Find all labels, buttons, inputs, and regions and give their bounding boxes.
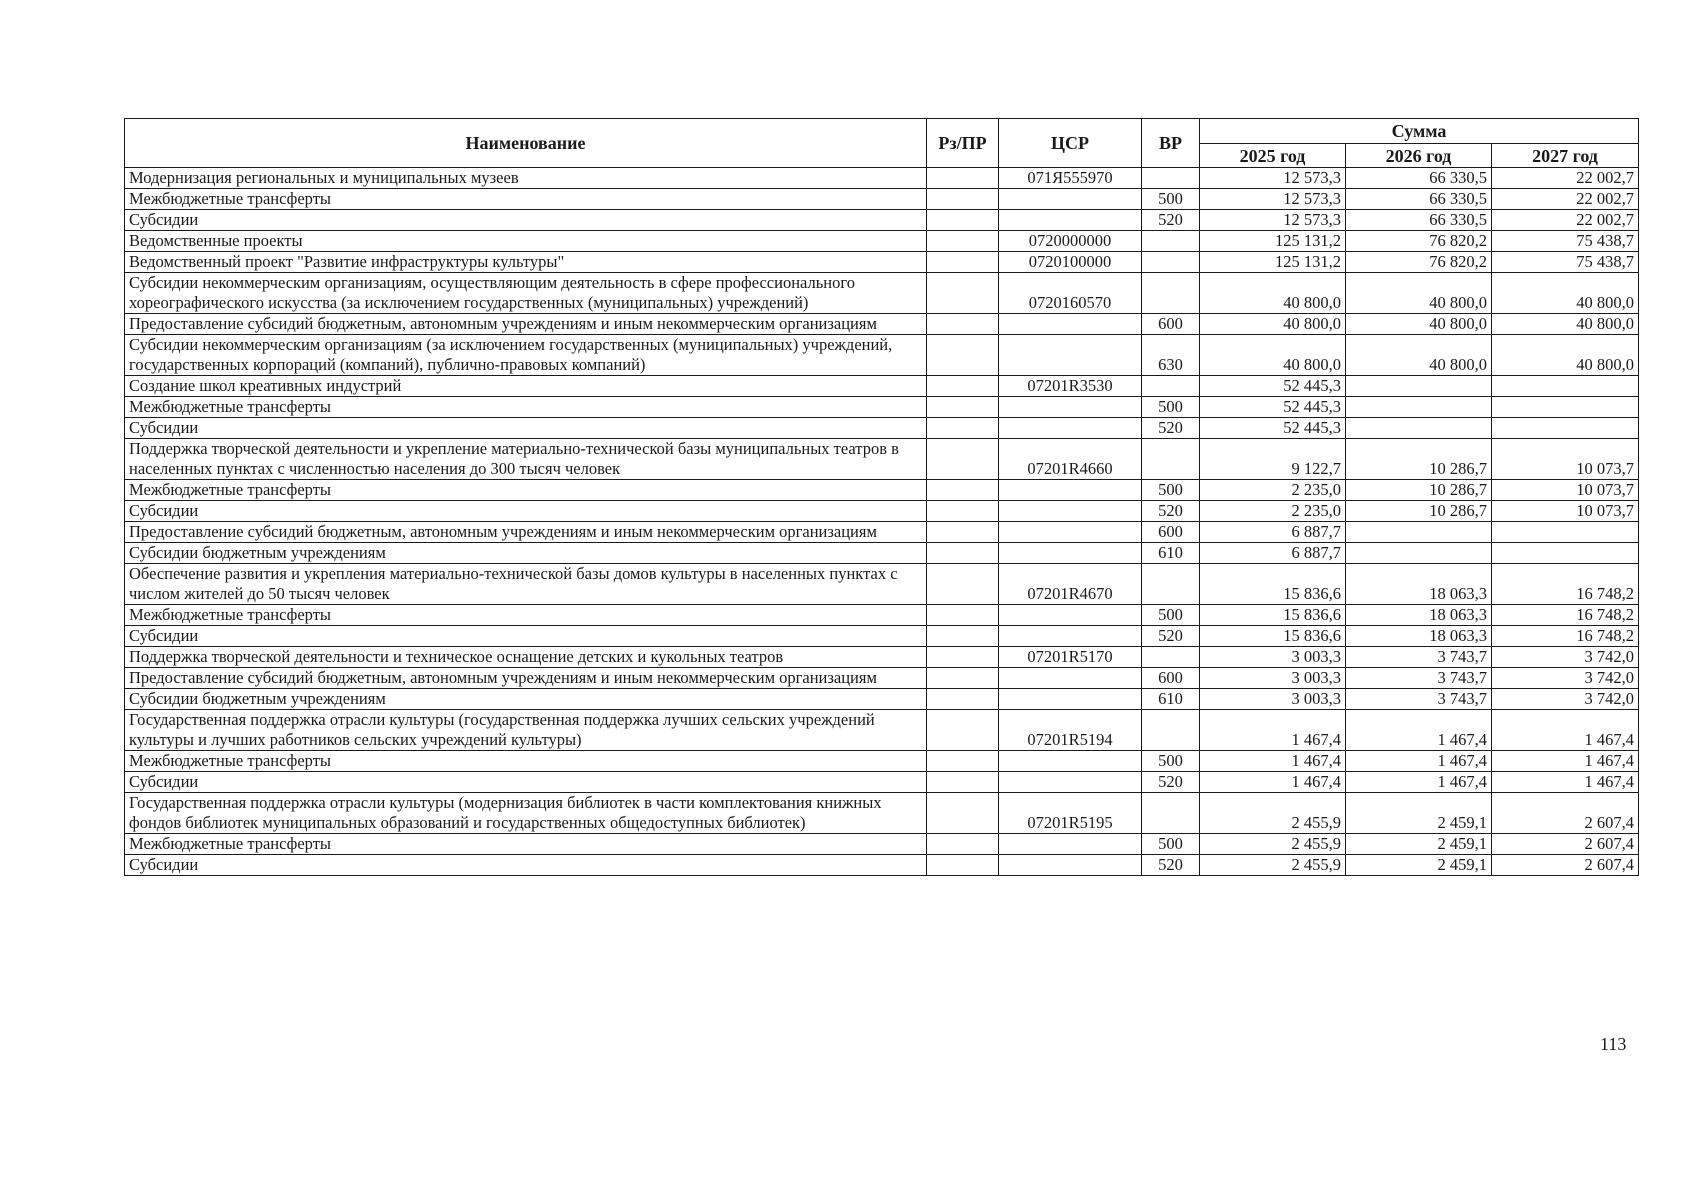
cell-csr [999, 626, 1142, 647]
cell-sum-2025: 3 003,3 [1200, 668, 1346, 689]
cell-vr: 600 [1142, 314, 1200, 335]
page-number: 113 [1600, 1034, 1627, 1054]
cell-sum-2027: 2 607,4 [1492, 793, 1639, 834]
cell-sum-2027: 3 742,0 [1492, 689, 1639, 710]
cell-sum-2026: 66 330,5 [1346, 189, 1492, 210]
cell-sum-2027: 1 467,4 [1492, 710, 1639, 751]
table-row [125, 231, 1639, 252]
cell-vr: 610 [1142, 543, 1200, 564]
cell-sum-2026: 10 286,7 [1346, 439, 1492, 480]
cell-sum-2027: 3 742,0 [1492, 647, 1639, 668]
cell-sum-2026 [1346, 418, 1492, 439]
cell-sum-2025: 125 131,2 [1200, 231, 1346, 252]
cell-name: Субсидии бюджетным учреждениям [125, 543, 927, 564]
cell-csr [999, 543, 1142, 564]
cell-name: Обеспечение развития и укрепления материально-технической базы домов культуры в населенных пунктах с числом жителей до 50 тысяч человек [125, 564, 927, 605]
cell-vr: 500 [1142, 480, 1200, 501]
cell-rzpr [927, 189, 999, 210]
cell-vr: 600 [1142, 522, 1200, 543]
cell-name: Межбюджетные трансферты [125, 751, 927, 772]
table-row [125, 605, 1639, 626]
cell-sum-2027: 40 800,0 [1492, 335, 1639, 376]
cell-sum-2027: 16 748,2 [1492, 605, 1639, 626]
cell-vr [1142, 168, 1200, 189]
cell-sum-2025: 15 836,6 [1200, 626, 1346, 647]
cell-vr [1142, 376, 1200, 397]
cell-sum-2025: 2 455,9 [1200, 855, 1346, 876]
cell-rzpr [927, 397, 999, 418]
cell-csr [999, 480, 1142, 501]
cell-vr [1142, 231, 1200, 252]
cell-rzpr [927, 605, 999, 626]
cell-sum-2026: 66 330,5 [1346, 168, 1492, 189]
cell-rzpr [927, 522, 999, 543]
cell-vr: 520 [1142, 418, 1200, 439]
cell-sum-2025: 2 455,9 [1200, 834, 1346, 855]
cell-vr: 520 [1142, 855, 1200, 876]
cell-sum-2026: 2 459,1 [1346, 793, 1492, 834]
cell-sum-2025: 52 445,3 [1200, 376, 1346, 397]
table-row [125, 668, 1639, 689]
cell-csr [999, 210, 1142, 231]
cell-name: Предоставление субсидий бюджетным, автономным учреждениям и иным некоммерческим организациям [125, 668, 927, 689]
cell-csr: 07201R5170 [999, 647, 1142, 668]
table-row [125, 252, 1639, 273]
cell-csr: 07201R3530 [999, 376, 1142, 397]
cell-vr: 520 [1142, 501, 1200, 522]
cell-sum-2026: 10 286,7 [1346, 480, 1492, 501]
cell-sum-2027: 75 438,7 [1492, 231, 1639, 252]
cell-vr [1142, 710, 1200, 751]
cell-rzpr [927, 543, 999, 564]
cell-csr [999, 335, 1142, 376]
cell-name: Межбюджетные трансферты [125, 480, 927, 501]
cell-vr [1142, 564, 1200, 605]
cell-name: Субсидии бюджетным учреждениям [125, 689, 927, 710]
header-sum: Сумма [1200, 119, 1639, 144]
table-row [125, 168, 1639, 189]
cell-rzpr [927, 376, 999, 397]
cell-sum-2027: 1 467,4 [1492, 772, 1639, 793]
cell-vr: 600 [1142, 668, 1200, 689]
cell-name: Субсидии [125, 418, 927, 439]
cell-csr: 07201R4670 [999, 564, 1142, 605]
table-row [125, 855, 1639, 876]
cell-vr [1142, 273, 1200, 314]
cell-sum-2027: 2 607,4 [1492, 855, 1639, 876]
cell-sum-2027 [1492, 397, 1639, 418]
cell-sum-2027: 1 467,4 [1492, 751, 1639, 772]
cell-sum-2026: 1 467,4 [1346, 772, 1492, 793]
cell-sum-2025: 3 003,3 [1200, 647, 1346, 668]
cell-sum-2027 [1492, 418, 1639, 439]
cell-rzpr [927, 689, 999, 710]
cell-sum-2026: 3 743,7 [1346, 647, 1492, 668]
cell-csr: 07201R5195 [999, 793, 1142, 834]
cell-name: Поддержка творческой деятельности и техническое оснащение детских и кукольных театров [125, 647, 927, 668]
cell-sum-2025: 12 573,3 [1200, 168, 1346, 189]
header-rzpr: Рз/ПР [927, 119, 999, 168]
table-row [125, 501, 1639, 522]
header-year-2026: 2026 год [1346, 144, 1492, 168]
cell-csr: 0720000000 [999, 231, 1142, 252]
table-row [125, 273, 1639, 314]
table-row [125, 189, 1639, 210]
cell-sum-2026: 18 063,3 [1346, 564, 1492, 605]
header-name: Наименование [125, 119, 927, 168]
cell-csr [999, 689, 1142, 710]
cell-sum-2025: 40 800,0 [1200, 314, 1346, 335]
table-row [125, 751, 1639, 772]
cell-sum-2025: 12 573,3 [1200, 210, 1346, 231]
cell-name: Субсидии некоммерческим организациям, осуществляющим деятельность в сфере профессионального хореографического искусства (за исключением государственных (муниципальных) учреждений) [125, 273, 927, 314]
table-row [125, 543, 1639, 564]
cell-vr: 500 [1142, 397, 1200, 418]
cell-sum-2027: 22 002,7 [1492, 168, 1639, 189]
table-header [125, 119, 1639, 168]
cell-rzpr [927, 273, 999, 314]
table-row [125, 480, 1639, 501]
cell-sum-2025: 3 003,3 [1200, 689, 1346, 710]
table-row [125, 564, 1639, 605]
cell-name: Межбюджетные трансферты [125, 189, 927, 210]
table-row [125, 793, 1639, 834]
cell-csr [999, 397, 1142, 418]
cell-sum-2025: 2 235,0 [1200, 501, 1346, 522]
cell-csr: 07201R4660 [999, 439, 1142, 480]
table-row [125, 689, 1639, 710]
table-row [125, 210, 1639, 231]
cell-sum-2027: 22 002,7 [1492, 189, 1639, 210]
cell-name: Предоставление субсидий бюджетным, автономным учреждениям и иным некоммерческим организациям [125, 314, 927, 335]
cell-rzpr [927, 834, 999, 855]
cell-rzpr [927, 647, 999, 668]
cell-sum-2026: 18 063,3 [1346, 605, 1492, 626]
table-row [125, 439, 1639, 480]
cell-csr [999, 522, 1142, 543]
cell-sum-2026: 40 800,0 [1346, 335, 1492, 376]
header-vr: ВР [1142, 119, 1200, 168]
cell-rzpr [927, 480, 999, 501]
cell-sum-2026: 40 800,0 [1346, 273, 1492, 314]
cell-name: Субсидии [125, 210, 927, 231]
cell-name: Субсидии [125, 772, 927, 793]
cell-sum-2025: 40 800,0 [1200, 335, 1346, 376]
cell-vr: 500 [1142, 605, 1200, 626]
cell-name: Поддержка творческой деятельности и укрепление материально-технической базы муниципальных театров в населенных пунктах с численностью населения до 300 тысяч человек [125, 439, 927, 480]
header-year-2025: 2025 год [1200, 144, 1346, 168]
cell-csr [999, 418, 1142, 439]
table-body [125, 168, 1639, 876]
cell-sum-2027: 40 800,0 [1492, 273, 1639, 314]
cell-vr [1142, 252, 1200, 273]
cell-csr [999, 751, 1142, 772]
cell-sum-2027: 2 607,4 [1492, 834, 1639, 855]
cell-rzpr [927, 439, 999, 480]
cell-sum-2027: 16 748,2 [1492, 626, 1639, 647]
cell-csr [999, 501, 1142, 522]
cell-vr: 520 [1142, 210, 1200, 231]
cell-rzpr [927, 252, 999, 273]
cell-name: Субсидии некоммерческим организациям (за исключением государственных (муниципальных) учреждений, государственных корпораций (компаний), публично-правовых компаний) [125, 335, 927, 376]
cell-name: Субсидии [125, 626, 927, 647]
cell-csr [999, 855, 1142, 876]
cell-rzpr [927, 231, 999, 252]
cell-rzpr [927, 710, 999, 751]
cell-rzpr [927, 772, 999, 793]
cell-name: Создание школ креативных индустрий [125, 376, 927, 397]
cell-vr: 500 [1142, 751, 1200, 772]
table-row [125, 710, 1639, 751]
cell-name: Государственная поддержка отрасли культуры (модернизация библиотек в части комплектования книжных фондов библиотек муниципальных образований и государственных общедоступных библиотек) [125, 793, 927, 834]
cell-sum-2026: 76 820,2 [1346, 252, 1492, 273]
cell-sum-2026: 10 286,7 [1346, 501, 1492, 522]
table-row [125, 834, 1639, 855]
cell-name: Субсидии [125, 855, 927, 876]
cell-sum-2025: 12 573,3 [1200, 189, 1346, 210]
cell-sum-2026: 76 820,2 [1346, 231, 1492, 252]
table-row [125, 314, 1639, 335]
cell-name: Межбюджетные трансферты [125, 605, 927, 626]
cell-rzpr [927, 751, 999, 772]
cell-sum-2025: 125 131,2 [1200, 252, 1346, 273]
cell-name: Модернизация региональных и муниципальных музеев [125, 168, 927, 189]
table-row [125, 647, 1639, 668]
cell-sum-2026 [1346, 376, 1492, 397]
cell-sum-2026: 40 800,0 [1346, 314, 1492, 335]
budget-table [124, 118, 1639, 876]
table-row [125, 397, 1639, 418]
cell-sum-2027: 10 073,7 [1492, 439, 1639, 480]
header-csr: ЦСР [999, 119, 1142, 168]
cell-rzpr [927, 501, 999, 522]
cell-sum-2025: 40 800,0 [1200, 273, 1346, 314]
cell-vr: 500 [1142, 834, 1200, 855]
cell-rzpr [927, 210, 999, 231]
cell-sum-2026: 1 467,4 [1346, 710, 1492, 751]
table-row [125, 335, 1639, 376]
cell-sum-2026 [1346, 543, 1492, 564]
cell-sum-2025: 6 887,7 [1200, 543, 1346, 564]
cell-csr [999, 772, 1142, 793]
cell-name: Ведомственный проект "Развитие инфраструктуры культуры" [125, 252, 927, 273]
cell-sum-2027: 10 073,7 [1492, 480, 1639, 501]
table-row [125, 772, 1639, 793]
cell-rzpr [927, 418, 999, 439]
cell-name: Межбюджетные трансферты [125, 397, 927, 418]
cell-rzpr [927, 168, 999, 189]
cell-vr: 500 [1142, 189, 1200, 210]
cell-sum-2026: 18 063,3 [1346, 626, 1492, 647]
table-row [125, 522, 1639, 543]
cell-rzpr [927, 668, 999, 689]
cell-sum-2027 [1492, 376, 1639, 397]
cell-rzpr [927, 564, 999, 605]
cell-name: Предоставление субсидий бюджетным, автономным учреждениям и иным некоммерческим организациям [125, 522, 927, 543]
cell-sum-2027: 16 748,2 [1492, 564, 1639, 605]
cell-sum-2027 [1492, 543, 1639, 564]
cell-sum-2027: 75 438,7 [1492, 252, 1639, 273]
table-row [125, 418, 1639, 439]
table-row [125, 376, 1639, 397]
cell-vr: 520 [1142, 772, 1200, 793]
cell-sum-2025: 52 445,3 [1200, 418, 1346, 439]
cell-csr: 07201R5194 [999, 710, 1142, 751]
cell-csr [999, 314, 1142, 335]
cell-sum-2027 [1492, 522, 1639, 543]
cell-rzpr [927, 855, 999, 876]
cell-sum-2027: 22 002,7 [1492, 210, 1639, 231]
cell-csr [999, 605, 1142, 626]
cell-name: Субсидии [125, 501, 927, 522]
cell-sum-2025: 6 887,7 [1200, 522, 1346, 543]
cell-sum-2026: 66 330,5 [1346, 210, 1492, 231]
cell-csr: 0720100000 [999, 252, 1142, 273]
cell-vr [1142, 439, 1200, 480]
header-year-2027: 2027 год [1492, 144, 1639, 168]
cell-sum-2025: 2 235,0 [1200, 480, 1346, 501]
cell-sum-2025: 15 836,6 [1200, 605, 1346, 626]
cell-rzpr [927, 626, 999, 647]
cell-sum-2025: 2 455,9 [1200, 793, 1346, 834]
table-row [125, 626, 1639, 647]
cell-vr: 520 [1142, 626, 1200, 647]
cell-csr [999, 834, 1142, 855]
cell-sum-2027: 10 073,7 [1492, 501, 1639, 522]
cell-sum-2026: 3 743,7 [1346, 668, 1492, 689]
cell-name: Межбюджетные трансферты [125, 834, 927, 855]
cell-sum-2026: 1 467,4 [1346, 751, 1492, 772]
cell-rzpr [927, 793, 999, 834]
cell-sum-2025: 52 445,3 [1200, 397, 1346, 418]
cell-csr: 0720160570 [999, 273, 1142, 314]
cell-vr [1142, 793, 1200, 834]
cell-vr [1142, 647, 1200, 668]
cell-vr: 630 [1142, 335, 1200, 376]
cell-sum-2026 [1346, 397, 1492, 418]
cell-csr [999, 189, 1142, 210]
cell-csr: 071Я555970 [999, 168, 1142, 189]
cell-name: Государственная поддержка отрасли культуры (государственная поддержка лучших сельских учреждений культуры и лучших работников сельских учреждений культуры) [125, 710, 927, 751]
cell-csr [999, 668, 1142, 689]
cell-sum-2025: 9 122,7 [1200, 439, 1346, 480]
cell-sum-2025: 1 467,4 [1200, 751, 1346, 772]
cell-sum-2025: 1 467,4 [1200, 710, 1346, 751]
cell-sum-2026: 3 743,7 [1346, 689, 1492, 710]
cell-sum-2026 [1346, 522, 1492, 543]
cell-sum-2026: 2 459,1 [1346, 834, 1492, 855]
cell-sum-2026: 2 459,1 [1346, 855, 1492, 876]
cell-rzpr [927, 314, 999, 335]
cell-sum-2025: 15 836,6 [1200, 564, 1346, 605]
cell-rzpr [927, 335, 999, 376]
cell-vr: 610 [1142, 689, 1200, 710]
cell-sum-2025: 1 467,4 [1200, 772, 1346, 793]
cell-sum-2027: 3 742,0 [1492, 668, 1639, 689]
cell-name: Ведомственные проекты [125, 231, 927, 252]
cell-sum-2027: 40 800,0 [1492, 314, 1639, 335]
